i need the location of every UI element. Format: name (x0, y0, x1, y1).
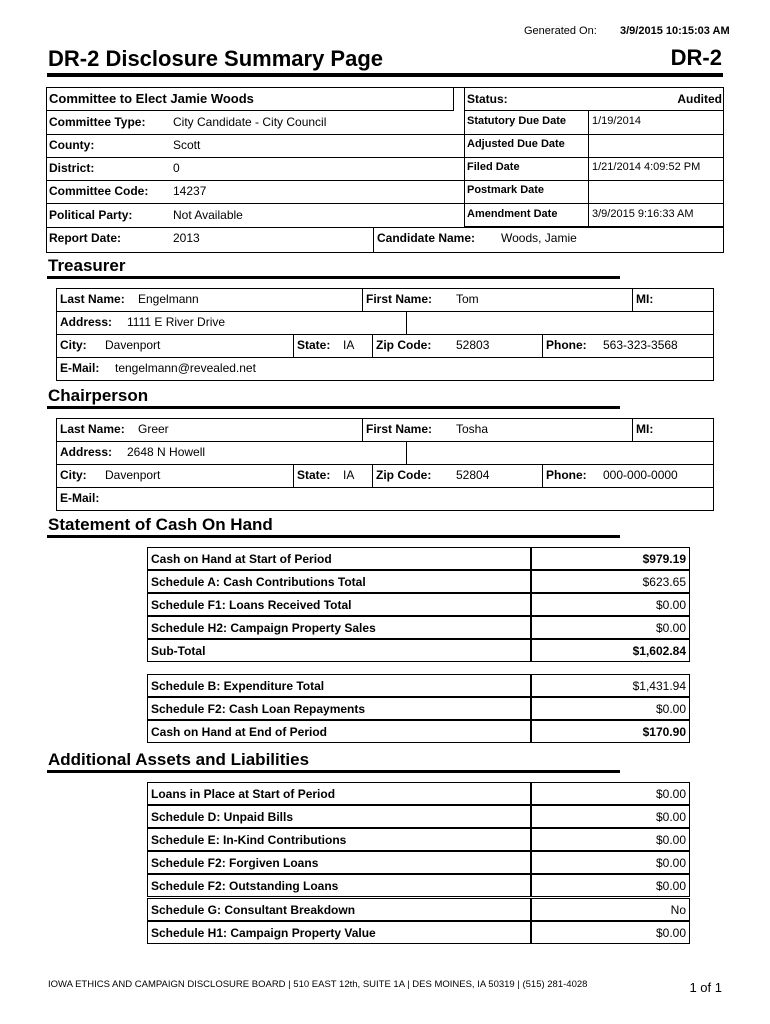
treasurer-zip-label: Zip Code: (376, 338, 432, 352)
assets-row-value: $0.00 (655, 879, 686, 893)
assets-row-label: Schedule E: In-Kind Contributions (151, 833, 347, 847)
cash-row-value-cell (531, 593, 690, 616)
treasurer-zip-value: 52803 (456, 338, 490, 352)
assets-row-label: Schedule D: Unpaid Bills (151, 810, 294, 824)
treasurer-phone-label: Phone: (546, 338, 587, 352)
row-divider (56, 464, 714, 465)
candidate-name-label: Candidate Name: (377, 231, 476, 245)
committee-type-label: Committee Type: (49, 115, 146, 129)
status-value: Audited (677, 92, 722, 106)
col-divider (588, 110, 589, 227)
committee-type-value: City Candidate - City Council (173, 115, 327, 129)
assets-row-value-cell (531, 828, 690, 851)
filed-date-label: Filed Date (467, 161, 520, 173)
title-rule (47, 73, 723, 77)
page-title: DR-2 Disclosure Summary Page (48, 46, 384, 71)
assets-row-value-cell (531, 782, 690, 805)
political-party-label: Political Party: (49, 208, 133, 222)
row-divider (56, 357, 714, 358)
col-divider (542, 334, 543, 357)
assets-row-value-cell (531, 921, 690, 944)
col-divider (362, 288, 363, 311)
chair-first-label: First Name: (366, 422, 433, 436)
treasurer-heading: Treasurer (48, 256, 126, 275)
assets-row-value: $0.00 (655, 787, 686, 801)
assets-row (147, 851, 531, 874)
filed-date-value: 1/21/2014 4:09:52 PM (592, 161, 701, 173)
committee-code-value: 14237 (173, 184, 207, 198)
chair-address-value: 2648 N Howell (127, 445, 206, 459)
postmark-date-label: Postmark Date (467, 184, 545, 196)
cash-row-value-cell (531, 616, 690, 639)
political-party-value: Not Available (173, 208, 243, 222)
cash-row-value: $0.00 (655, 702, 686, 716)
chair-first-value: Tosha (456, 422, 489, 436)
assets-row (147, 782, 531, 805)
cash-row-label: Schedule H2: Campaign Property Sales (151, 621, 376, 635)
row-divider (464, 203, 724, 204)
district-value: 0 (173, 161, 180, 175)
row-divider (464, 110, 724, 111)
treasurer-phone-value: 563-323-3568 (603, 338, 678, 352)
cash-row-label: Schedule B: Expenditure Total (151, 679, 325, 693)
amendment-date-value: 3/9/2015 9:16:33 AM (592, 208, 694, 220)
cash-row-value-cell (531, 674, 690, 697)
chairperson-heading: Chairperson (48, 386, 149, 405)
cash-row (147, 674, 531, 697)
report-date-label: Report Date: (49, 231, 122, 245)
cash-row-value: $0.00 (655, 621, 686, 635)
adjusted-due-label: Adjusted Due Date (467, 138, 565, 150)
county-value: Scott (173, 138, 201, 152)
assets-row (147, 921, 531, 944)
treasurer-mi-label: MI: (636, 292, 654, 306)
amendment-date-label: Amendment Date (467, 208, 558, 220)
row-divider (56, 311, 714, 312)
col-divider (293, 464, 294, 487)
cash-row (147, 547, 531, 570)
statutory-due-value: 1/19/2014 (592, 115, 641, 127)
treasurer-state-label: State: (297, 338, 331, 352)
report-date-value: 2013 (173, 231, 200, 245)
cash-row-value-cell (531, 570, 690, 593)
chair-last-label: Last Name: (60, 422, 125, 436)
cash-row-value: $979.19 (642, 552, 686, 566)
treasurer-city-label: City: (60, 338, 87, 352)
assets-row-label: Schedule F2: Forgiven Loans (151, 856, 319, 870)
treasurer-last-value: Engelmann (138, 292, 199, 306)
chair-address-label: Address: (60, 445, 113, 459)
cash-row (147, 593, 531, 616)
assets-row-value: $0.00 (655, 856, 686, 870)
row-divider (464, 134, 724, 135)
assets-row-value-cell (531, 898, 690, 921)
status-label: Status: (467, 92, 508, 106)
cash-row-label: Schedule A: Cash Contributions Total (151, 575, 366, 589)
section-rule (47, 276, 620, 279)
chair-mi-label: MI: (636, 422, 654, 436)
assets-row-value: $0.00 (655, 926, 686, 940)
cash-row (147, 616, 531, 639)
assets-row-label: Schedule G: Consultant Breakdown (151, 903, 356, 917)
cash-row-value: $623.65 (642, 575, 686, 589)
cash-row-value: $1,431.94 (632, 679, 686, 693)
cash-heading: Statement of Cash On Hand (48, 515, 273, 534)
assets-row-label: Schedule F2: Outstanding Loans (151, 879, 339, 893)
cash-row-value: $170.90 (642, 725, 686, 739)
assets-row (147, 805, 531, 828)
assets-row (147, 874, 531, 897)
assets-row-label: Loans in Place at Start of Period (151, 787, 336, 801)
committee-name: Committee to Elect Jamie Woods (49, 91, 254, 106)
assets-row (147, 828, 531, 851)
generated-label: Generated On: (524, 25, 597, 37)
cash-row (147, 639, 531, 662)
row-divider (46, 203, 464, 204)
cash-row-value: $1,602.84 (632, 644, 686, 658)
row-divider (46, 157, 464, 158)
assets-row-value-cell (531, 805, 690, 828)
chair-email-label: E-Mail: (60, 491, 100, 505)
chair-phone-label: Phone: (546, 468, 587, 482)
treasurer-address-label: Address: (60, 315, 113, 329)
district-label: District: (49, 161, 95, 175)
col-divider (632, 418, 633, 441)
chair-state-label: State: (297, 468, 331, 482)
treasurer-first-label: First Name: (366, 292, 433, 306)
chair-phone-value: 000-000-0000 (603, 468, 678, 482)
assets-row-label: Schedule H1: Campaign Property Value (151, 926, 376, 940)
assets-row-value: $0.00 (655, 833, 686, 847)
generated-value: 3/9/2015 10:15:03 AM (620, 25, 730, 37)
assets-row-value: No (670, 903, 686, 917)
row-divider (56, 487, 714, 488)
assets-row (147, 898, 531, 921)
col-divider (362, 418, 363, 441)
chair-last-value: Greer (138, 422, 169, 436)
cash-row-value-cell (531, 720, 690, 743)
assets-row-value-cell (531, 874, 690, 897)
form-code: DR-2 (670, 45, 722, 70)
col-divider (406, 441, 407, 464)
cash-row (147, 720, 531, 743)
col-divider (632, 288, 633, 311)
col-divider (293, 334, 294, 357)
row-divider (464, 157, 724, 158)
cash-row-value: $0.00 (655, 598, 686, 612)
cash-row (147, 697, 531, 720)
treasurer-address-value: 1111 E River Drive (127, 315, 226, 329)
section-rule (47, 770, 620, 773)
cash-row-value-cell (531, 547, 690, 570)
col-divider (406, 311, 407, 334)
assets-row-value-cell (531, 851, 690, 874)
section-rule (47, 406, 620, 409)
cash-row-value-cell (531, 697, 690, 720)
treasurer-last-label: Last Name: (60, 292, 125, 306)
col-divider (372, 334, 373, 357)
assets-heading: Additional Assets and Liabilities (48, 750, 310, 769)
chair-zip-value: 52804 (456, 468, 490, 482)
row-divider (56, 334, 714, 335)
cash-row-label: Sub-Total (151, 644, 206, 658)
cash-row-label: Cash on Hand at Start of Period (151, 552, 332, 566)
statutory-due-label: Statutory Due Date (467, 115, 567, 127)
cash-row-label: Cash on Hand at End of Period (151, 725, 328, 739)
county-label: County: (49, 138, 95, 152)
chair-city-label: City: (60, 468, 87, 482)
row-divider (46, 134, 464, 135)
chair-city-value: Davenport (105, 468, 161, 482)
row-divider (46, 180, 464, 181)
col-divider (372, 464, 373, 487)
committee-code-label: Committee Code: (49, 184, 149, 198)
cash-row-label: Schedule F2: Cash Loan Repayments (151, 702, 366, 716)
assets-row-value: $0.00 (655, 810, 686, 824)
section-rule (47, 535, 620, 538)
cash-row-label: Schedule F1: Loans Received Total (151, 598, 352, 612)
treasurer-city-value: Davenport (105, 338, 161, 352)
candidate-name-value: Woods, Jamie (501, 231, 577, 245)
page-number: 1 of 1 (689, 980, 722, 995)
footer-address: IOWA ETHICS AND CAMPAIGN DISCLOSURE BOARD | 510 EAST 12th, SUITE 1A | DES MOINES, IA 50319 | (515) 281-4028 (48, 979, 588, 990)
treasurer-state-value: IA (343, 338, 355, 352)
cash-row (147, 570, 531, 593)
col-divider (542, 464, 543, 487)
treasurer-email-value: tengelmann@revealed.net (115, 361, 256, 375)
row-divider (56, 441, 714, 442)
treasurer-first-value: Tom (456, 292, 479, 306)
cash-row-value-cell (531, 639, 690, 662)
row-divider (464, 180, 724, 181)
chair-zip-label: Zip Code: (376, 468, 432, 482)
chair-state-value: IA (343, 468, 355, 482)
treasurer-email-label: E-Mail: (60, 361, 100, 375)
